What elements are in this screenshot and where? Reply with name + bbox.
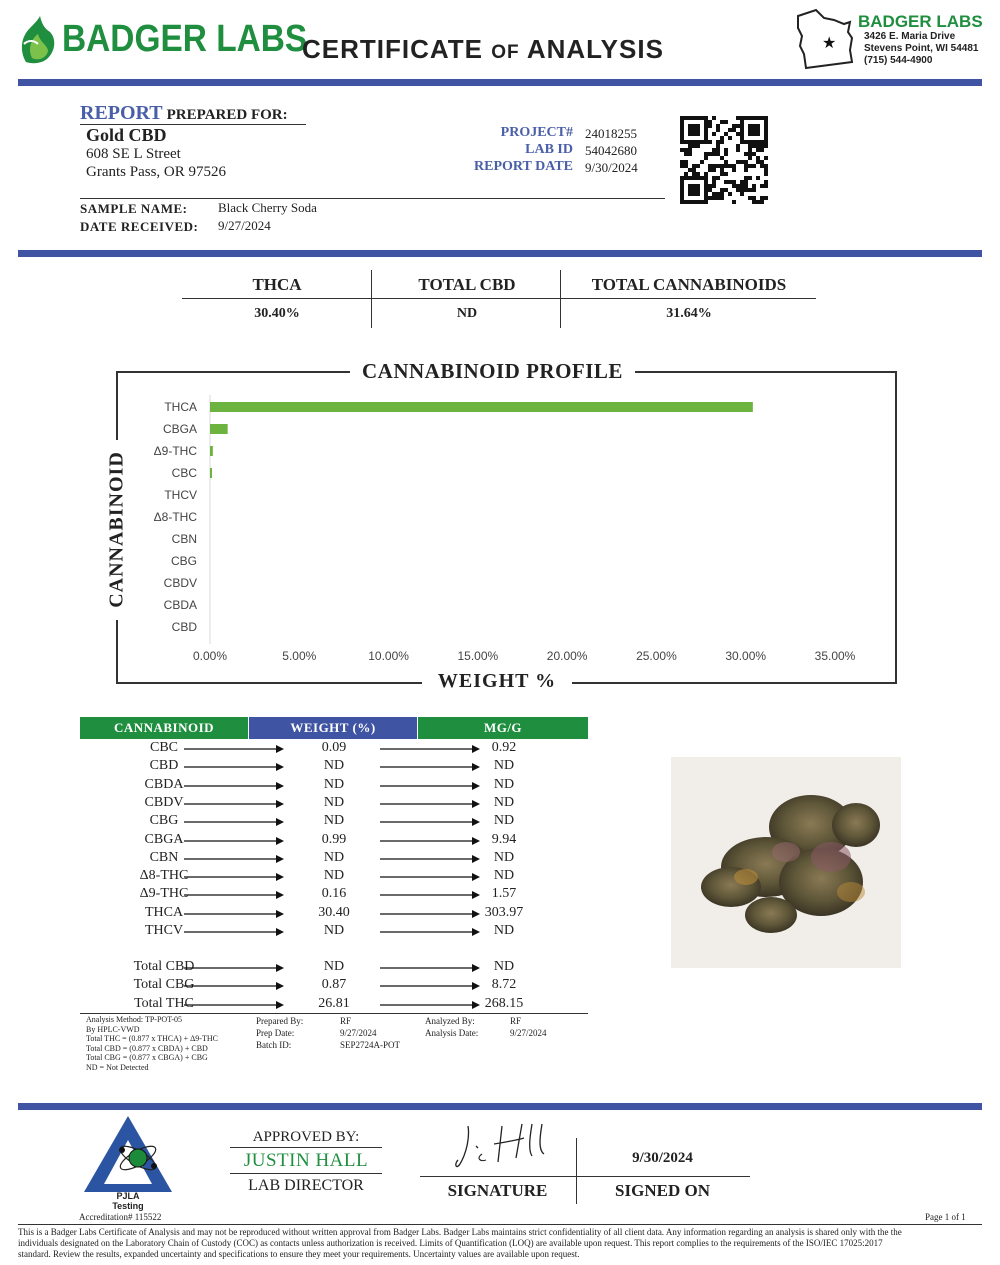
analysis-values: [510, 1015, 547, 1039]
analysis-info: [425, 1015, 478, 1039]
sample-photo: [671, 757, 901, 968]
row-weight: ND: [323, 776, 345, 792]
title-part-1: CERTIFICATE: [302, 34, 483, 64]
row-mgg: 1.57: [491, 886, 517, 902]
prepared-for-label: PREPARED FOR:: [166, 107, 288, 123]
table-bottom-line: [80, 1013, 588, 1014]
row-mgg: 0.92: [491, 740, 517, 755]
table-row: [80, 923, 588, 941]
chart-x-tick-label: 10.00%: [368, 649, 409, 663]
row-weight: ND: [323, 849, 345, 865]
report-heading: [80, 102, 288, 125]
chart-category-label: THCV: [164, 488, 197, 502]
row-weight: ND: [323, 758, 345, 774]
row-cannabinoid: CBC: [149, 740, 178, 755]
title-part-2: ANALYSIS: [526, 34, 664, 64]
report-bottom-divider: [18, 250, 982, 257]
chart-x-title: WEIGHT %: [437, 670, 557, 692]
table-total-row: [80, 996, 588, 1014]
cannabinoid-bar-chart: [140, 390, 860, 680]
client-street: 608 SE L Street: [86, 146, 181, 162]
disclaimer-line-3: standard. Review the results, expanded uncertainty and specifications to ensure they meet your requirements. Uncertainty values are available upon request.: [18, 1249, 580, 1259]
footer-divider: [18, 1103, 982, 1110]
brand-name: BADGER LABS: [62, 18, 308, 60]
chart-category-label: CBC: [171, 466, 197, 480]
signature-line: [420, 1176, 750, 1177]
sample-name-label: SAMPLE NAME:: [80, 201, 188, 216]
table-total-row: [80, 977, 588, 995]
project-label: PROJECT#: [500, 125, 573, 140]
chart-x-tick-label: 25.00%: [636, 649, 677, 663]
note-total-cbd: Total CBD = (0.877 x CBDA) + CBD: [86, 1043, 208, 1053]
chart-x-tick-label: 5.00%: [282, 649, 317, 663]
report-date-value: 9/30/2024: [585, 160, 638, 175]
total-weight: 26.81: [318, 995, 350, 1011]
summary-divider-1: [371, 270, 372, 328]
row-weight: ND: [323, 923, 345, 938]
table-row: [80, 740, 588, 758]
chart-y-title: CANNABINOID: [105, 451, 128, 608]
table-row: [80, 813, 588, 831]
prep-date-value: 9/27/2024: [340, 1028, 377, 1038]
signature-divider: [576, 1138, 577, 1204]
client-name: Gold CBD: [86, 125, 167, 145]
chart-x-tick-label: 0.00%: [192, 649, 228, 663]
row-weight: ND: [323, 813, 345, 829]
row-cannabinoid: CBGA: [144, 831, 184, 847]
page-number: Page 1 of 1: [925, 1212, 966, 1222]
row-cannabinoid: Δ9-THC: [139, 886, 189, 902]
approved-line-bottom: [230, 1173, 382, 1174]
note-nd: ND = Not Detected: [86, 1062, 149, 1072]
table-header-mgg: MG/G: [418, 717, 588, 739]
disclaimer-line-2: individuals designated on the Laboratory Chain of Custody (COC) as contacts unless authorization is received. Limits of Quantification (LOQ) are available upon request. This report complies to the requirements of the ISO/IEC 17025:2017: [18, 1238, 883, 1248]
summary-total-cannabinoids-value: 31.64%: [666, 306, 712, 321]
approved-by-label: APPROVED BY:: [252, 1129, 360, 1145]
row-cannabinoid: CBN: [149, 849, 179, 865]
summary-total-cbd-value: ND: [456, 306, 478, 321]
chart-category-label: CBGA: [162, 422, 197, 436]
disclaimer-line-1: This is a Badger Labs Certificate of Analysis and may not be reproduced without written approval from Badger Labs. Badger Labs maintains strict confidentiality of all client data. Any information regarding an analysis is shared only with the the: [18, 1227, 902, 1237]
total-name: Total CBD: [133, 959, 195, 974]
prep-info: [256, 1015, 303, 1051]
row-mgg: ND: [493, 794, 515, 810]
table-header-cannabinoid: CANNABINOID: [80, 717, 248, 739]
pjla-logo: [82, 1114, 174, 1194]
row-cannabinoid: THCV: [144, 923, 184, 938]
summary-divider-2: [560, 270, 561, 328]
row-cannabinoid: Δ8-THC: [139, 868, 189, 884]
summary-total-cbd-label: TOTAL CBD: [418, 275, 516, 294]
document-title: [302, 34, 664, 65]
project-value: 24018255: [585, 126, 637, 141]
chart-category-label: Δ8-THC: [153, 510, 197, 524]
signature-label: SIGNATURE: [447, 1181, 548, 1200]
prep-date-label: Prep Date:: [256, 1028, 295, 1038]
chart-category-label: CBN: [171, 532, 197, 546]
sample-name-value: Black Cherry Soda: [218, 200, 317, 215]
wisconsin-map-icon: [794, 6, 860, 74]
table-row: [80, 795, 588, 813]
disclaimer-rule: [18, 1224, 982, 1225]
note-by: By HPLC-VWD: [86, 1024, 140, 1034]
chart-category-label: CBDA: [163, 598, 197, 612]
chart-bar: [210, 424, 228, 434]
header-divider: [18, 79, 982, 86]
chart-x-tick-label: 15.00%: [457, 649, 499, 663]
date-received-value: 9/27/2024: [218, 218, 271, 233]
report-label: REPORT: [80, 102, 163, 124]
director-name: JUSTIN HALL: [243, 1150, 369, 1171]
prepared-by-value: RF: [340, 1016, 352, 1026]
summary-header-line: [182, 298, 816, 299]
analysis-date-value: 9/27/2024: [510, 1028, 547, 1038]
total-name: Total CBG: [133, 977, 195, 993]
row-mgg: ND: [493, 813, 515, 829]
total-mgg: 268.15: [484, 995, 524, 1011]
lab-id-label: LAB ID: [525, 142, 573, 157]
signed-on-label: SIGNED ON: [615, 1181, 710, 1200]
row-cannabinoid: CBDA: [144, 776, 184, 792]
row-cannabinoid: THCA: [144, 904, 184, 920]
analysis-date-label: Analysis Date:: [425, 1028, 479, 1038]
director-title: LAB DIRECTOR: [248, 1177, 364, 1194]
chart-bar: [210, 402, 753, 412]
accreditation-number: Accreditation# 115522: [79, 1212, 162, 1222]
title-of: OF: [491, 42, 520, 63]
row-cannabinoid: CBG: [149, 813, 179, 829]
chart-x-tick-label: 35.00%: [814, 649, 856, 663]
report-divider: [80, 198, 665, 199]
summary-total-cannabinoids-label: TOTAL CANNABINOIDS: [591, 275, 787, 294]
chart-x-tick-label: 30.00%: [725, 649, 767, 663]
pjla-text: [82, 1191, 174, 1211]
summary-thca-value: 30.40%: [254, 306, 300, 321]
lab-name: BADGER LABS: [858, 12, 983, 31]
total-weight: ND: [323, 959, 345, 974]
table-row: [80, 758, 588, 776]
total-mgg: 8.72: [491, 977, 517, 993]
row-mgg: ND: [493, 923, 515, 938]
signed-date: 9/30/2024: [632, 1150, 693, 1166]
chart-category-label: THCA: [164, 400, 197, 414]
total-name: Total THC: [134, 995, 194, 1011]
note-total-cbg: Total CBG = (0.877 x CBGA) + CBG: [86, 1053, 208, 1062]
note-method: Analysis Method: TP-POT-05: [86, 1015, 183, 1024]
prep-values: [340, 1015, 400, 1051]
approved-line-top: [230, 1147, 382, 1148]
lab-address-2: Stevens Point, WI 54481: [864, 43, 979, 54]
qr-code: [680, 116, 768, 204]
row-weight: 0.99: [321, 831, 347, 847]
total-mgg: ND: [493, 959, 515, 974]
table-row: [80, 886, 588, 904]
analyzed-by-label: Analyzed By:: [425, 1016, 475, 1026]
chart-category-label: CBDV: [163, 576, 197, 590]
table-row: [80, 777, 588, 795]
summary-thca-label: THCA: [252, 275, 302, 294]
method-notes: [86, 1015, 246, 1072]
chart-title: CANNABINOID PROFILE: [350, 359, 635, 384]
row-weight: ND: [323, 794, 345, 810]
date-received-label: DATE RECEIVED:: [80, 219, 199, 234]
chart-category-label: CBD: [171, 620, 197, 634]
chart-bar: [210, 468, 212, 478]
prepared-by-label: Prepared By:: [256, 1016, 304, 1026]
chart-category-label: CBG: [170, 554, 197, 568]
row-mgg: ND: [493, 849, 515, 865]
disclaimer: [18, 1227, 982, 1260]
row-mgg: ND: [493, 758, 515, 774]
row-mgg: 9.94: [491, 831, 517, 847]
lab-id-value: 54042680: [585, 143, 637, 158]
analyzed-by-value: RF: [510, 1016, 522, 1026]
row-weight: ND: [323, 868, 345, 884]
report-date-label: REPORT DATE: [474, 159, 573, 174]
table-row: [80, 905, 588, 923]
chart-bar: [210, 446, 213, 456]
table-row: [80, 832, 588, 850]
row-mgg: ND: [493, 868, 515, 884]
pjla-name: PJLA: [116, 1191, 140, 1201]
batch-id-label: Batch ID:: [256, 1040, 292, 1050]
row-cannabinoid: CBDV: [144, 794, 184, 810]
chart-x-tick-label: 20.00%: [546, 649, 588, 663]
svg-text:★: ★: [822, 33, 837, 52]
batch-id-value: SEP2724A-POT: [340, 1040, 401, 1050]
row-mgg: 303.97: [484, 904, 524, 920]
row-weight: 0.16: [321, 886, 347, 902]
table-row: [80, 868, 588, 886]
badger-logo: [18, 14, 58, 64]
row-weight: 0.09: [321, 740, 347, 755]
note-total-thc: Total THC = (0.877 x THCA) + Δ9-THC: [86, 1034, 218, 1043]
row-mgg: ND: [493, 776, 515, 792]
table-header-weight: WEIGHT (%): [249, 717, 417, 739]
table-total-row: [80, 959, 588, 977]
client-city: Grants Pass, OR 97526: [86, 164, 227, 180]
lab-address-1: 3426 E. Maria Drive: [864, 31, 956, 42]
table-row: [80, 850, 588, 868]
total-weight: 0.87: [321, 977, 347, 993]
pjla-testing: Testing: [112, 1201, 144, 1211]
row-cannabinoid: CBD: [149, 758, 179, 774]
chart-category-label: Δ9-THC: [153, 444, 197, 458]
lab-phone: (715) 544-4900: [864, 55, 933, 66]
signature-image: [450, 1120, 560, 1175]
row-weight: 30.40: [318, 904, 350, 920]
